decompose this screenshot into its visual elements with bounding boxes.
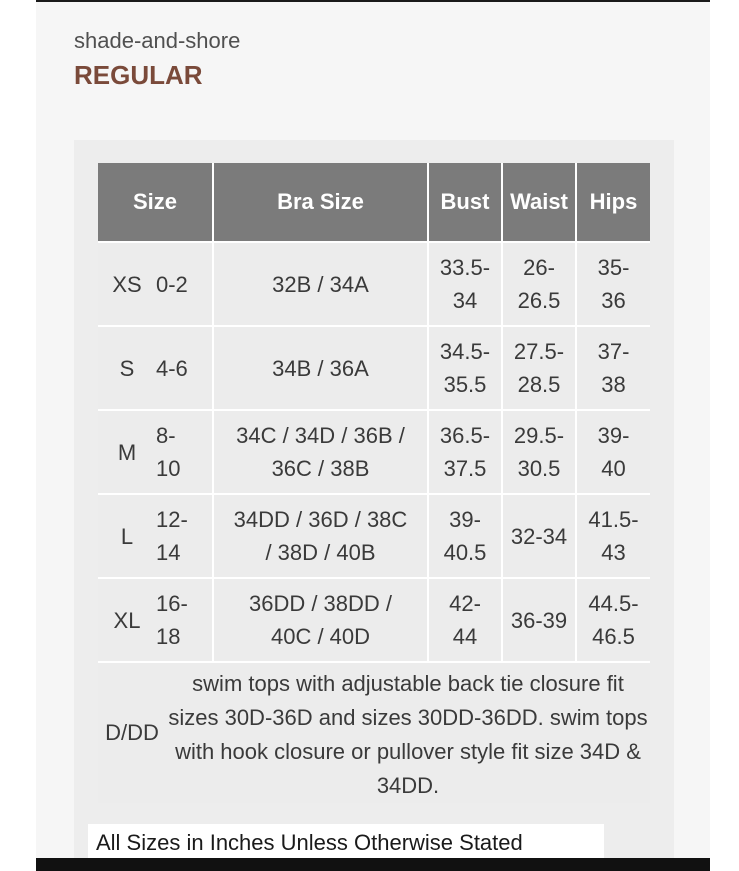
size-number: 12- 14	[156, 507, 188, 565]
size-letter: XS	[112, 271, 142, 297]
hips-cell: 35- 36	[577, 243, 650, 325]
table-header-row	[98, 163, 650, 243]
bust-cell: 42- 44	[429, 579, 503, 661]
hips-cell: 44.5- 46.5	[577, 579, 650, 661]
table-row	[98, 327, 650, 411]
bust-cell: 39- 40.5	[429, 495, 503, 577]
waist-cell: 29.5- 30.5	[503, 411, 577, 493]
brand-name: shade-and-shore	[74, 28, 241, 53]
bra-size-cell: 36DD / 38DD / 40C / 40D	[214, 579, 429, 661]
header-hips: Hips	[577, 163, 650, 241]
waist-cell: 26- 26.5	[503, 243, 577, 325]
size-cell	[98, 579, 214, 661]
footer-note: All Sizes in Inches Unless Otherwise Stated	[88, 824, 604, 862]
waist-cell: 32-34	[503, 495, 577, 577]
note-row	[98, 663, 650, 803]
size-number: 8- 10	[156, 423, 181, 481]
bust-cell: 33.5- 34	[429, 243, 503, 325]
bust-cell: 36.5- 37.5	[429, 411, 503, 493]
header-bra-size: Bra Size	[214, 163, 429, 241]
table-row	[98, 243, 650, 327]
size-letter: S	[119, 355, 135, 381]
waist-cell: 36-39	[503, 579, 577, 661]
table-row	[98, 495, 650, 579]
bust-cell: 34.5- 35.5	[429, 327, 503, 409]
bra-size-cell: 34DD / 36D / 38C / 38D / 40B	[214, 495, 429, 577]
table-row	[98, 579, 650, 663]
size-cell	[98, 495, 214, 577]
bra-size-cell: 34C / 34D / 36B / 36C / 38B	[214, 411, 429, 493]
header-bust: Bust	[429, 163, 503, 241]
fit-title: REGULAR	[74, 60, 203, 90]
note-text: swim tops with adjustable back tie closure fit sizes 30D-36D and sizes 30DD-36DD. swim tops with hook closure or pullover style fit size 34D & 34DD.	[168, 671, 648, 798]
bra-size-cell: 34B / 36A	[214, 327, 429, 409]
hips-cell: 39- 40	[577, 411, 650, 493]
bottom-bar	[36, 858, 710, 871]
size-letter: L	[120, 523, 134, 549]
waist-cell: 27.5- 28.5	[503, 327, 577, 409]
size-letter: XL	[113, 607, 141, 633]
header-size: Size	[98, 163, 214, 241]
header-waist: Waist	[503, 163, 577, 241]
size-table	[98, 163, 650, 803]
size-cell	[98, 411, 214, 493]
note-size-label: D/DD	[105, 720, 159, 745]
table-row	[98, 411, 650, 495]
size-cell	[98, 327, 214, 409]
bra-size-cell: 32B / 34A	[214, 243, 429, 325]
size-number: 4-6	[156, 355, 188, 381]
size-cell	[98, 243, 214, 325]
size-letter: M	[117, 439, 137, 465]
size-number: 0-2	[156, 271, 188, 297]
hips-cell: 37- 38	[577, 327, 650, 409]
hips-cell: 41.5- 43	[577, 495, 650, 577]
size-number: 16- 18	[156, 591, 188, 649]
